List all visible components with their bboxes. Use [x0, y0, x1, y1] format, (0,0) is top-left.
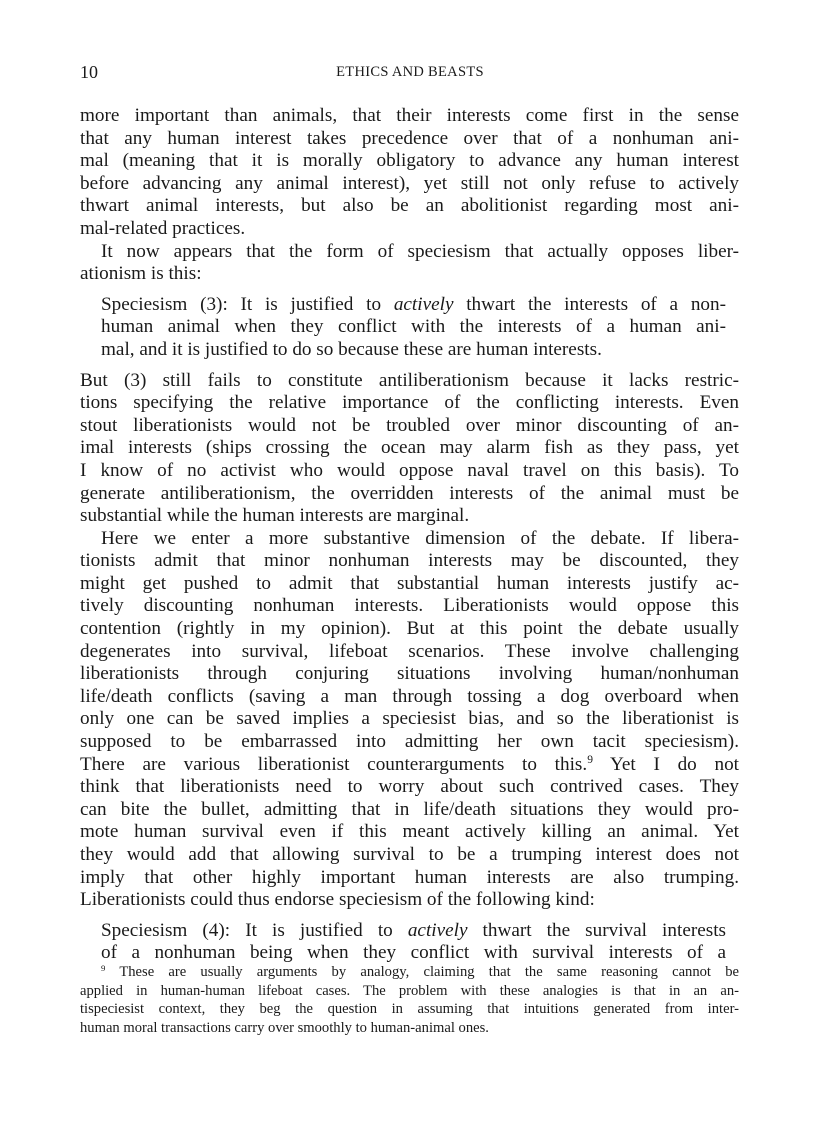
text-span: thwart the survival interests	[467, 919, 727, 941]
text-line: imal interests (ships crossing the ocean may alarm fish as they pass, yet	[80, 437, 739, 459]
footnotes	[80, 963, 739, 1037]
text-line	[101, 294, 726, 317]
text-line	[80, 754, 739, 777]
paragraph-continuation	[80, 105, 739, 241]
text-line: only one can be saved implies a speciesist bias, and so the liberationist is	[80, 708, 739, 730]
block-quote-speciesism-3	[101, 294, 726, 362]
footnote-mark: 9	[101, 962, 106, 973]
text-line: It now appears that the form of speciesism that actually opposes liber-	[101, 240, 739, 262]
text-line: life/death conflicts (saving a man through tossing a dog overboard when	[80, 685, 739, 707]
text-line: think that liberationists need to worry about such contrived cases. They	[80, 776, 739, 798]
running-head	[80, 60, 740, 84]
running-title: ETHICS AND BEASTS	[336, 64, 484, 80]
text-span: Yet I do not	[592, 753, 739, 775]
text-span: Speciesism (3): It is justified to	[101, 293, 394, 315]
paragraph	[80, 370, 739, 528]
text-line: tispeciesist context, they beg the question in assuming that intuitions generated from inter-	[80, 1001, 739, 1018]
emphasis: actively	[407, 919, 468, 941]
text-line: generate antiliberationism, the overridden interests of the animal must be	[80, 482, 739, 504]
text-line: tions specifying the relative importance of the conflicting interests. Even	[80, 392, 739, 414]
text-line: human animal when they conflict with the interests of a human ani-	[101, 316, 726, 338]
text-line: human moral transactions carry over smoothly to human-animal ones.	[80, 1019, 489, 1036]
text-line: ationism is this:	[80, 263, 202, 285]
footnote-9	[80, 963, 739, 1037]
text-span: thwart the interests of a non-	[453, 293, 726, 315]
text-line: mal (meaning that it is morally obligatory to advance any human interest	[80, 150, 739, 172]
body-text	[80, 105, 739, 973]
text-line: that any human interest takes precedence over that of a nonhuman ani-	[80, 127, 739, 149]
text-line: might get pushed to admit that substantial human interests justify ac-	[80, 572, 739, 594]
text-span: There are various liberationist counterarguments to this.	[80, 753, 588, 775]
text-line: of a nonhuman being when they conflict with survival interests of a	[101, 942, 726, 964]
text-line: supposed to be embarrassed into admitting her own tacit speciesism).	[80, 731, 739, 753]
text-line: I know of no activist who would oppose naval travel on this basis). To	[80, 459, 739, 481]
text-line: tively discounting nonhuman interests. Liberationists would oppose this	[80, 595, 739, 617]
text-line: mal-related practices.	[80, 217, 246, 239]
text-line: stout liberationists would not be troubled over minor discounting of an-	[80, 414, 739, 436]
text-line: thwart animal interests, but also be an abolitionist regarding most ani-	[80, 195, 739, 217]
text-line: substantial while the human interests are marginal.	[80, 505, 470, 527]
text-line: degenerates into survival, lifeboat scenarios. These involve challenging	[80, 640, 739, 662]
text-line: can bite the bullet, admitting that in life/death situations they would pro-	[80, 798, 739, 820]
text-line: tionists admit that minor nonhuman interests may be discounted, they	[80, 550, 739, 572]
text-span: These are usually arguments by analogy, claiming that the same reasoning cannot be	[105, 964, 739, 980]
text-line: more important than animals, that their interests come first in the sense	[80, 105, 739, 126]
footnote-reference-9[interactable]: 9	[587, 753, 593, 766]
text-line: Here we enter a more substantive dimension of the debate. If libera-	[101, 527, 739, 549]
text-line: But (3) still fails to constitute antiliberationism because it lacks restric-	[80, 369, 739, 391]
text-line: mote human survival even if this meant actively killing an animal. Yet	[80, 821, 739, 843]
text-line: liberationists through conjuring situations involving human/nonhuman	[80, 663, 739, 685]
block-quote-speciesism-4	[101, 920, 726, 965]
text-line	[80, 963, 739, 982]
page-number: 10	[80, 62, 98, 82]
text-line: mal, and it is justified to do so because these are human interests.	[101, 338, 602, 360]
text-line: applied in human-human lifeboat cases. The problem with these analogies is that in an an-	[80, 982, 739, 999]
text-line: imply that other highly important human interests are also trumping.	[80, 866, 739, 888]
text-span: Speciesism (4): It is justified to	[101, 919, 408, 941]
text-line: Liberationists could thus endorse speciesism of the following kind:	[80, 889, 595, 911]
emphasis: actively	[393, 293, 454, 315]
text-line: before advancing any animal interest), yet still not only refuse to actively	[80, 172, 739, 194]
paragraph	[80, 241, 739, 286]
paragraph	[80, 528, 739, 912]
text-line	[101, 920, 726, 943]
text-line: contention (rightly in my opinion). But at this point the debate usually	[80, 618, 739, 640]
text-line: they would add that allowing survival to be a trumping interest does not	[80, 844, 739, 865]
